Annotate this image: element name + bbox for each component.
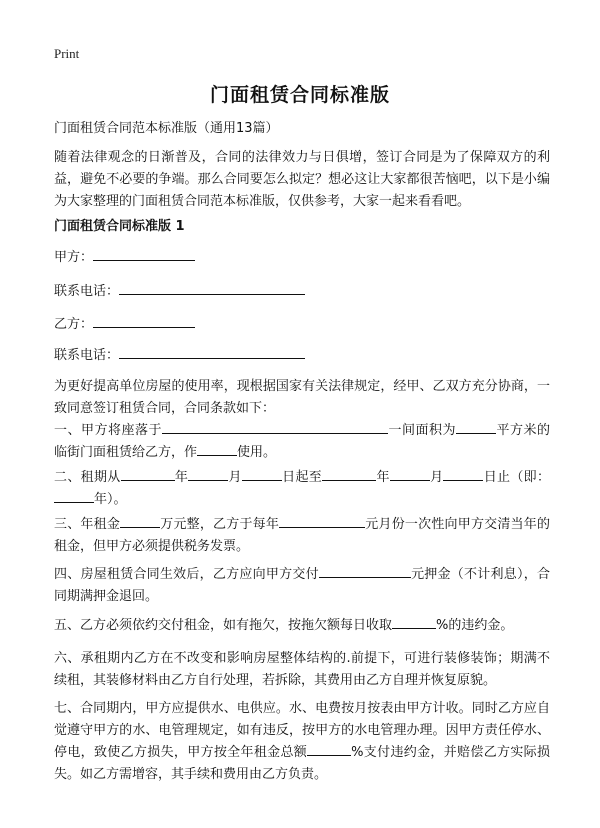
contact-a-blank[interactable] <box>119 281 305 295</box>
party-a-blank[interactable] <box>93 247 195 261</box>
area-blank[interactable] <box>456 420 496 434</box>
annual-rent-blank[interactable] <box>120 514 160 528</box>
document-subtitle: 门面租赁合同范本标准版（通用13篇） <box>54 121 279 136</box>
party-b-blank[interactable] <box>93 314 195 328</box>
start-year-blank[interactable] <box>121 467 175 481</box>
party-a-field: 甲方： <box>54 247 550 269</box>
penalty-rate-blank[interactable] <box>392 615 436 629</box>
location-blank[interactable] <box>162 420 388 434</box>
start-day-blank[interactable] <box>242 467 282 481</box>
clause-7: 七、合同期内，甲方应提供水、电供应。水、电费按月按表由甲方计收。同时乙方应自觉遵守甲方的水、电管理规定，如有违反，按甲方的水电管理办理。因甲方责任停水、停电，致使乙方损失，甲方按全年租金总额 %支付违约金，并赔偿乙方实际损失。如乙方需增容，其手续和费用由乙方负责。 <box>54 701 550 782</box>
clause-1: 一、甲方将座落于 一间面积为 平方米的临街门面租赁给乙方，作 使用。 <box>54 420 550 464</box>
section-heading: 门面租赁合同标准版 1 <box>54 219 185 234</box>
clause-5: 五、乙方必须依约交付租金，如有拖欠，按拖欠额每日收取 %的违约金。 <box>54 615 550 637</box>
clause-3: 三、年租金 万元整，乙方于每年 元月份一次性向甲方交清当年的租金，但甲方必须提供税务发票。 <box>54 514 550 558</box>
contact-a-field: 联系电话： <box>54 281 550 303</box>
start-month-blank[interactable] <box>188 467 228 481</box>
end-month-blank[interactable] <box>390 467 430 481</box>
clause-4: 四、房屋租赁合同生效后，乙方应向甲方交付 元押金（不计利息），合同期满押金退回。 <box>54 564 550 608</box>
clause-2: 二、租期从 年 月 日起至 年 月 日止（即：年）。 <box>54 467 550 511</box>
duration-blank[interactable] <box>54 489 94 503</box>
end-day-blank[interactable] <box>443 467 483 481</box>
print-label[interactable]: Print <box>54 46 80 61</box>
deposit-blank[interactable] <box>319 564 411 578</box>
payment-date-blank[interactable] <box>279 514 365 528</box>
compensation-rate-blank[interactable] <box>307 742 351 756</box>
clause-6: 六、承租期内乙方在不改变和影响房屋整体结构的.前提下，可进行装修装饰；期满不续租，其装修材料由乙方自行处理，若拆除，其费用由乙方自理并恢复原貌。 <box>54 651 550 688</box>
contact-b-field: 联系电话： <box>54 345 550 367</box>
usage-blank[interactable] <box>197 442 237 456</box>
document-title: 门面租赁合同标准版 <box>209 84 390 106</box>
end-year-blank[interactable] <box>322 467 376 481</box>
preamble-paragraph: 为更好提高单位房屋的使用率，现根据国家有关法律规定，经甲、乙双方充分协商，一致同意签订租赁合同，合同条款如下： <box>54 379 550 416</box>
intro-paragraph: 随着法律观念的日渐普及，合同的法律效力与日俱增，签订合同是为了保障双方的利益，避免不必要的争端。那么合同要怎么拟定？想必这让大家都很苦恼吧，以下是小编为大家整理的门面租赁合同范本标准版，仅供参考，大家一起来看看吧。 <box>54 150 550 209</box>
party-b-field: 乙方： <box>54 314 550 336</box>
contact-b-blank[interactable] <box>119 345 305 359</box>
